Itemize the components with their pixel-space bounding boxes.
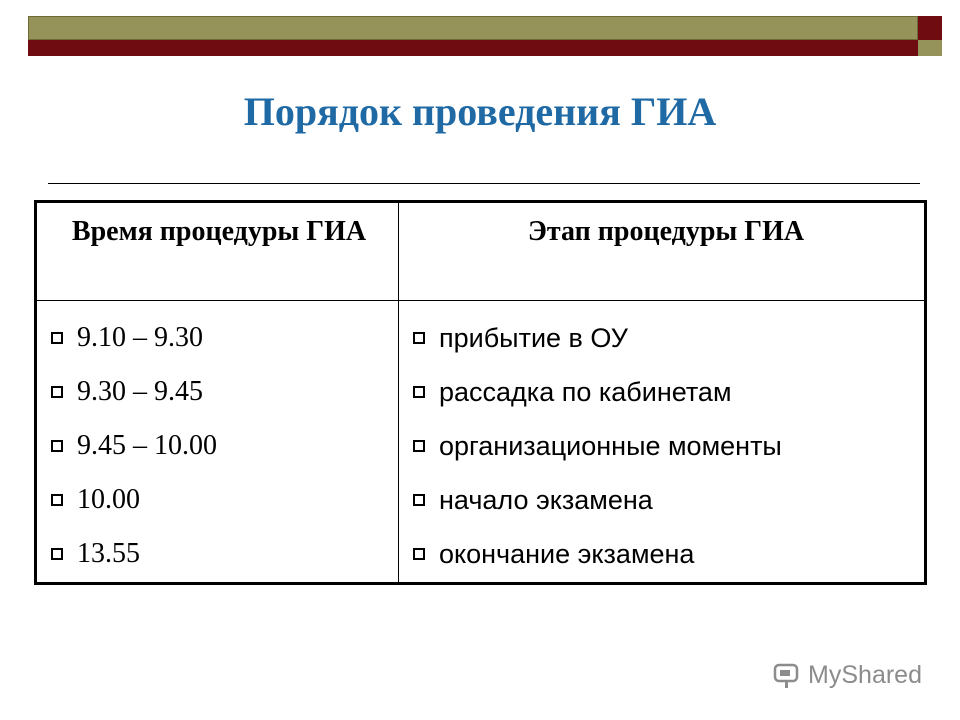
mailbox-icon: [772, 661, 802, 689]
square-bullet-icon: [413, 494, 425, 506]
square-bullet-icon: [413, 386, 425, 398]
slide-title: Порядок проведения ГИА: [243, 89, 717, 134]
square-bullet-icon: [413, 440, 425, 452]
header-divider: [37, 300, 924, 301]
schedule-table: [34, 200, 927, 585]
square-bullet-icon: [51, 548, 63, 560]
top-maroon-bar: [28, 40, 918, 56]
list-item: окончание экзамена: [413, 527, 782, 581]
list-item: организационные моменты: [413, 419, 782, 473]
list-item: 13.55: [51, 527, 217, 581]
square-bullet-icon: [413, 548, 425, 560]
list-item: 10.00: [51, 473, 217, 527]
header-time: Время процедуры ГИА: [71, 216, 367, 247]
square-bullet-icon: [413, 332, 425, 344]
square-bullet-icon: [51, 440, 63, 452]
list-item: 9.10 – 9.30: [51, 311, 217, 365]
stage-list: [413, 311, 782, 581]
top-olive-bar: [28, 16, 918, 40]
header-stage: Этап процедуры ГИА: [527, 216, 805, 247]
column-divider: [398, 203, 399, 582]
square-bullet-icon: [51, 332, 63, 344]
list-item: прибытие в ОУ: [413, 311, 782, 365]
square-bullet-icon: [51, 386, 63, 398]
corner-maroon-square: [918, 16, 942, 40]
watermark-text: MyShared: [808, 660, 922, 689]
corner-olive-square: [918, 40, 942, 56]
list-item: рассадка по кабинетам: [413, 365, 782, 419]
time-list: [51, 311, 217, 581]
watermark: [772, 655, 922, 695]
list-item: начало экзамена: [413, 473, 782, 527]
title-divider: [48, 183, 920, 184]
list-item: 9.30 – 9.45: [51, 365, 217, 419]
square-bullet-icon: [51, 494, 63, 506]
list-item: 9.45 – 10.00: [51, 419, 217, 473]
